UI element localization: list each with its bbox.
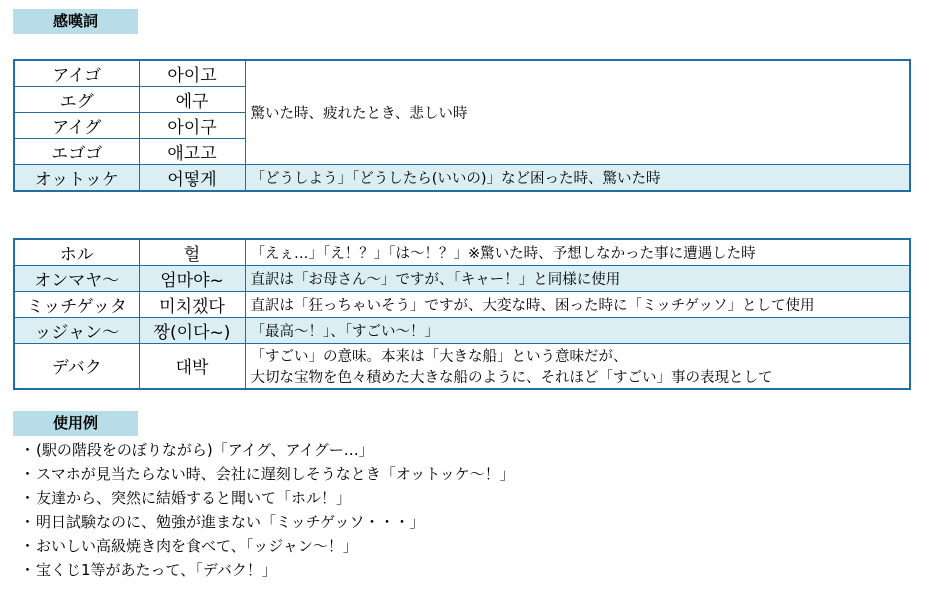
korean-word: 아이구: [139, 113, 245, 139]
list-item: [20, 534, 515, 558]
example-text: おいしい高級焼き肉を食べて、「ッジャン～！」: [36, 537, 358, 555]
korean-word: 애고고: [139, 139, 245, 165]
korean-word: 엄마야~: [139, 266, 245, 292]
list-item: [20, 558, 515, 582]
table-row: [14, 318, 910, 344]
list-item: [20, 486, 515, 510]
bullet-icon: ・: [20, 513, 36, 531]
japanese-reading: オットッケ: [14, 165, 139, 192]
korean-word: 아이고: [139, 60, 245, 87]
korean-word: 어떻게: [139, 165, 245, 192]
interjections-table-2: [13, 238, 911, 390]
japanese-reading: アイグ: [14, 113, 139, 139]
meaning: 「えぇ…」「え！？」「は～！？」※驚いた時、予想しなかった事に遭遇した時: [245, 239, 910, 266]
table-row: [14, 292, 910, 318]
bullet-icon: ・: [20, 441, 36, 459]
table-row: [14, 239, 910, 266]
section-header-examples: 使用例: [13, 411, 138, 436]
list-item: [20, 510, 515, 534]
meaning-line-2: 大切な宝物を色々積めた大きな船のように、それほど「すごい」事の表現として: [250, 369, 773, 386]
table-row: [14, 266, 910, 292]
meaning: 驚いた時、疲れたとき、悲しい時: [245, 60, 910, 165]
example-text: (駅の階段をのぼりながら)「アイグ、アイグー…」: [36, 441, 374, 459]
bullet-icon: ・: [20, 537, 36, 555]
korean-word: 대박: [139, 344, 245, 389]
section-header-interjections: 感嘆詞: [13, 9, 138, 34]
bullet-icon: ・: [20, 489, 36, 507]
table-row: [14, 165, 910, 192]
table-row: [14, 344, 910, 389]
japanese-reading: ッジャン～: [14, 318, 139, 344]
meaning: 「どうしよう」「どうしたら(いいの)」など困った時、驚いた時: [245, 165, 910, 192]
japanese-reading: オンマヤ～: [14, 266, 139, 292]
japanese-reading: デバク: [14, 344, 139, 389]
korean-word: 에구: [139, 87, 245, 113]
japanese-reading: エゴゴ: [14, 139, 139, 165]
korean-word: 미치겠다: [139, 292, 245, 318]
example-text: 友達から、突然に結婚すると聞いて「ホル！」: [36, 489, 352, 507]
meaning: [245, 344, 910, 389]
interjections-table-1: [13, 59, 911, 192]
example-text: 明日試験なのに、勉強が進まない「ミッチゲッソ・・・」: [36, 513, 425, 531]
korean-word: 헐: [139, 239, 245, 266]
list-item: [20, 462, 515, 486]
meaning-line-1: 「すごい」の意味。本来は「大きな船」という意味だが、: [250, 348, 628, 365]
example-text: スマホが見当たらない時、会社に遅刻しそうなとき「オットッケ～！」: [36, 465, 515, 483]
example-text: 宝くじ1等があたって、「デバク！」: [36, 561, 277, 579]
meaning: 「最高～！」、「すごい～！」: [245, 318, 910, 344]
japanese-reading: ホル: [14, 239, 139, 266]
list-item: [20, 438, 515, 462]
japanese-reading: アイゴ: [14, 60, 139, 87]
bullet-icon: ・: [20, 465, 36, 483]
table-row: [14, 60, 910, 87]
japanese-reading: エグ: [14, 87, 139, 113]
examples-list: [20, 438, 515, 582]
japanese-reading: ミッチゲッタ: [14, 292, 139, 318]
bullet-icon: ・: [20, 561, 36, 579]
korean-word: 짱(이다~): [139, 318, 245, 344]
meaning: 直訳は「お母さん～」ですが、「キャー！」と同様に使用: [245, 266, 910, 292]
meaning: 直訳は「狂っちゃいそう」ですが、大変な時、困った時に「ミッチゲッソ」として使用: [245, 292, 910, 318]
